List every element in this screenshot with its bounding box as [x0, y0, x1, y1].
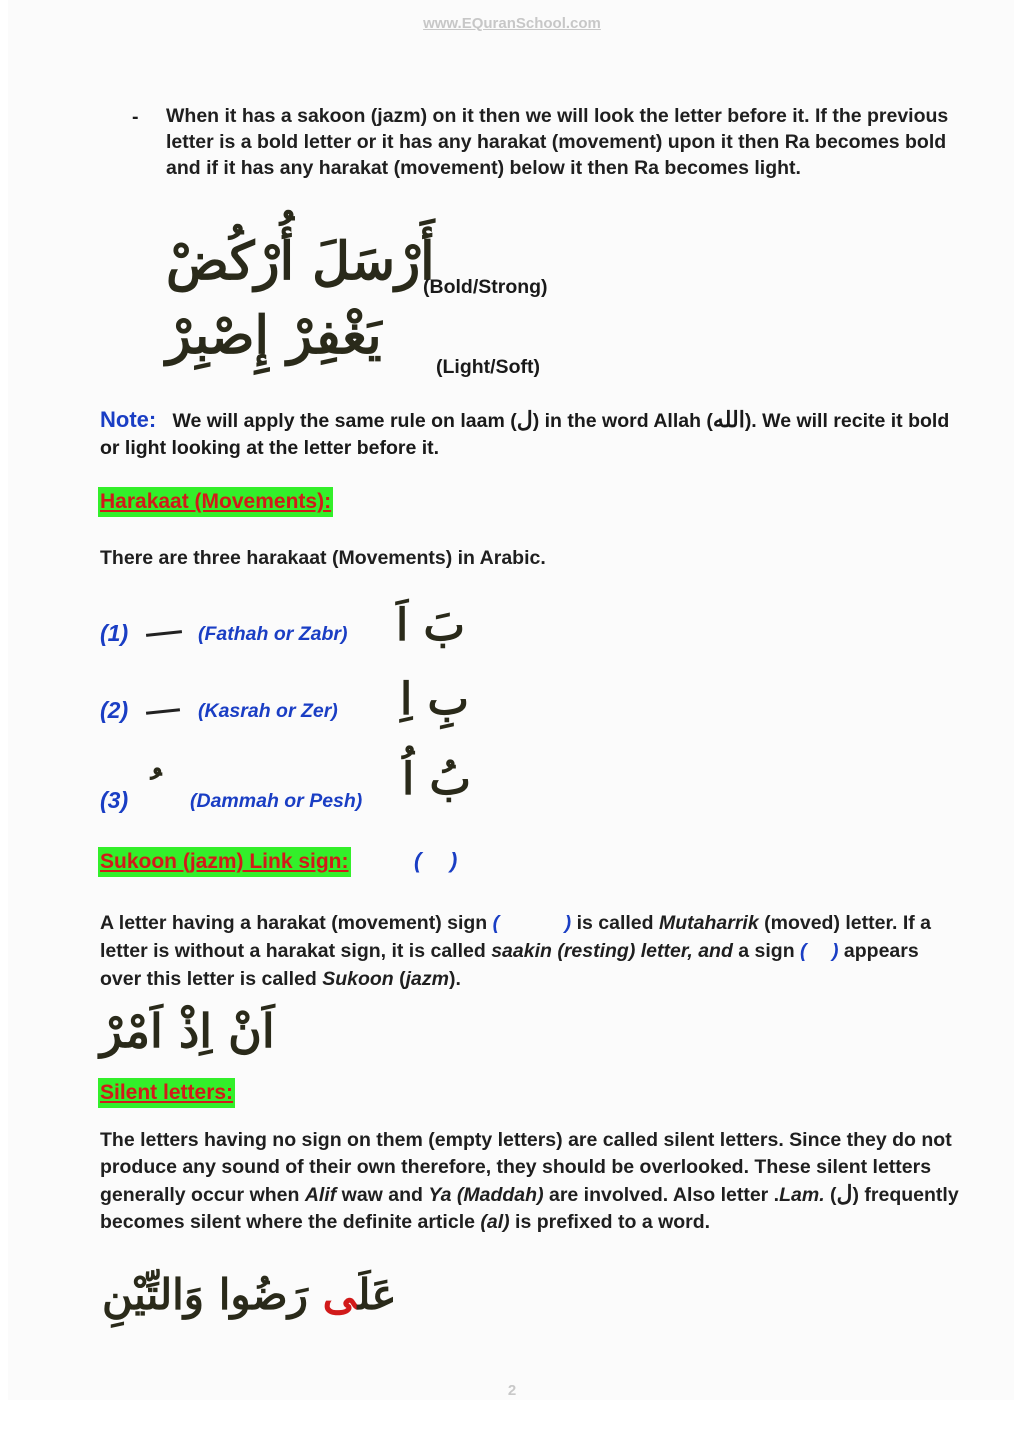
sukoon-heading: Sukoon (jazm) Link sign: [98, 847, 351, 877]
kasrah-example: بِ اِ [400, 674, 469, 725]
silent-text-2: waw and [336, 1184, 429, 1206]
note-label: Note: [100, 407, 157, 432]
note-text-1: We will apply the same rule on laam ( [172, 410, 517, 432]
silent-letter-highlight: ى [322, 1270, 358, 1319]
jazm-term: jazm [405, 968, 449, 990]
sukoon-text-5: appears over this letter is called [100, 940, 919, 990]
laam-glyph: ل [516, 407, 533, 433]
saakin-term: saakin (resting) letter, and [491, 940, 733, 962]
page-number: 2 [507, 1382, 517, 1399]
fathah-example: بَ اَ [396, 600, 465, 651]
dammah-label: (Dammah or Pesh) [190, 790, 363, 812]
harakat-row-1 [100, 620, 128, 647]
note-text-3: ). We will recite it bold or light looking at the letter before it. [100, 410, 950, 459]
silent-example-word: عَلَ [357, 1270, 397, 1319]
dammah-example: بُ اُ [402, 754, 471, 805]
silent-text-1: The letters having no sign on them (empty letters) are called silent letters. Since they do not produce any sound of their own therefore, they should be overlooked. These silent letters generally occur when [100, 1129, 952, 1206]
silent-text-4: ( [824, 1184, 837, 1206]
note-text-2: ) in the word Allah ( [532, 410, 713, 432]
sukoon-sign-icon: ( ْ ) [414, 848, 458, 873]
ra-light-examples: يَغْفِرْ إِصْبِرْ [166, 305, 382, 366]
sukoon-text-2: is called [571, 912, 659, 934]
sukoon-sign-inline-icon: ( ْ ) [800, 940, 839, 962]
sukoon-text-4: a sign [732, 940, 801, 962]
bullet-paragraph: When it has a sakoon (jazm) on it then we will look the letter before it. If the previous letter is a bold letter or it has any harakat (movement) upon it then Ra becomes bold and if it has any harakat (movement) below it then Ra becomes light. [166, 105, 949, 179]
sukoon-paragraph [100, 909, 960, 993]
sukoon-text-7: ). [448, 968, 461, 990]
silent-examples [102, 1270, 397, 1319]
alif-term: Alif [304, 1184, 337, 1206]
harakaat-intro: There are three harakaat (Movements) in Arabic. [100, 547, 546, 569]
row-number: (1) [100, 620, 129, 646]
light-label: (Light/Soft) [436, 356, 540, 378]
sukoon-text-1: A letter having a harakat (movement) sign [100, 912, 493, 934]
fathah-label: (Fathah or Zabr) [198, 623, 348, 645]
sukoon-text-3: (moved) letter. If a letter is without a harakat sign, it is called [100, 912, 931, 962]
allah-glyph: الله [712, 407, 745, 433]
silent-paragraph [100, 1127, 960, 1236]
ra-bold-examples: أَرْسَلَ أُرْكُضْ [166, 231, 435, 292]
harakat-row-3 [100, 787, 128, 814]
al-term: (al) [480, 1211, 510, 1233]
note-paragraph [100, 406, 960, 462]
harakat-signs-icon: ( َ ِ ُ ) [492, 912, 572, 934]
harakat-row-2 [100, 697, 128, 724]
harakaat-heading: Harakaat (Movements): [98, 487, 333, 517]
lam-term: Lam. [779, 1184, 825, 1206]
ya-term: Ya (Maddah) [428, 1184, 544, 1206]
silent-text-5: ) frequently becomes silent where the definite article [100, 1184, 959, 1233]
bold-label: (Bold/Strong) [423, 276, 548, 298]
laam-glyph-2: ل [836, 1181, 853, 1207]
row-number: (3) [100, 787, 129, 813]
bullet-dash: - [132, 106, 139, 128]
silent-text-6: is prefixed to a word. [509, 1211, 711, 1233]
row-number: (2) [100, 697, 129, 723]
silent-letters-heading: Silent letters: [98, 1078, 235, 1108]
site-link[interactable]: www.EQuranSchool.com [423, 15, 601, 32]
sukoon-examples: اَنْ اِذْ اَمْرْ [100, 1004, 275, 1058]
sukoon-text-6: ( [393, 968, 406, 990]
sukoon-term: Sukoon [322, 968, 394, 990]
mutaharrik-term: Mutaharrik [659, 912, 759, 934]
silent-example-words: رَضُوا وَالتِّيْنِ [102, 1270, 323, 1319]
kasrah-label: (Kasrah or Zer) [198, 700, 338, 722]
silent-text-3: are involved. Also letter . [543, 1184, 780, 1206]
